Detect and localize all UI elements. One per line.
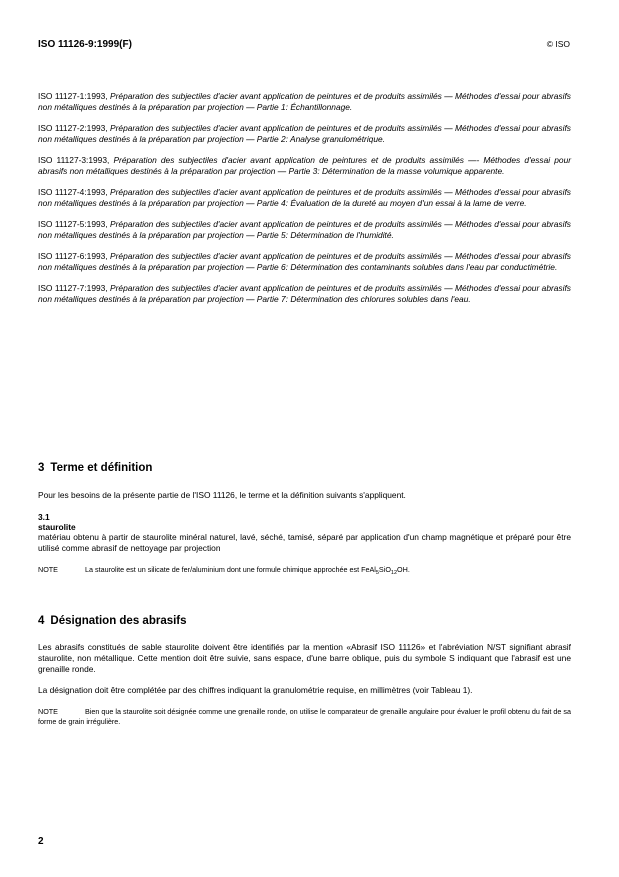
reference-item xyxy=(38,123,571,145)
page-number: 2 xyxy=(38,836,44,847)
note xyxy=(38,565,571,575)
formula-part: OH. xyxy=(397,565,410,574)
reference-title: Préparation des subjectiles d'acier avant application de peintures et de produits assimilés — Méthodes d'essai pour abrasifs non métalliques destinés à la préparation par projection — Partie 2: Analyse granulométrique. xyxy=(38,123,571,144)
section-designation xyxy=(38,615,571,727)
section-title: Terme et définition xyxy=(50,462,153,474)
reference-title: Préparation des subjectiles d'acier avant application de peintures et de produits assimilés — Méthodes d'essai pour abrasifs non métalliques destinés à la préparation par projection — Partie 7: Détermination des chlorures solubles dans l'eau. xyxy=(38,283,571,304)
reference-item xyxy=(38,187,571,209)
reference-code: ISO 11127-2:1993, xyxy=(38,123,108,133)
reference-item xyxy=(38,251,571,273)
term-number: 3.1 xyxy=(38,512,50,522)
section-terms xyxy=(38,462,571,575)
reference-code: ISO 11127-7:1993, xyxy=(38,283,108,293)
section-heading xyxy=(38,615,571,627)
formula-part: SiO xyxy=(378,565,391,574)
reference-code: ISO 11127-5:1993, xyxy=(38,219,108,229)
reference-list xyxy=(38,91,571,315)
section-title: Désignation des abrasifs xyxy=(50,615,187,627)
note-text: Bien que la staurolite soit désignée comme une grenaille ronde, on utilise le comparateur de grenaille angulaire pour évaluer le profil obtenu du fait de sa forme de grain irrégulière. xyxy=(38,707,571,726)
reference-title: Préparation des subjectiles d'acier avant application de peintures et de produits assimilés —- Méthodes d'essai pour abrasifs non métalliques destinés à la préparation par projection — Partie 3: Détermination de la masse volumique apparente. xyxy=(38,155,572,176)
reference-title: Préparation des subjectiles d'acier avant application de peintures et de produits assimilés — Méthodes d'essai pour abrasifs non métalliques destinés à la préparation par projection — Partie 5: Détermination de l'humidité. xyxy=(38,219,571,240)
note xyxy=(38,707,571,727)
reference-title: Préparation des subjectiles d'acier avant application de peintures et de produits assimilés — Méthodes d'essai pour abrasifs non métalliques destinés à la préparation par projection — Partie 1: Échantillonnage. xyxy=(38,91,571,112)
reference-code: ISO 11127-3:1993, xyxy=(38,155,110,165)
reference-code: ISO 11127-4:1993, xyxy=(38,187,108,197)
note-text: La staurolite est un silicate de fer/aluminium dont une formule chimique approchée est FeAl xyxy=(85,565,376,574)
reference-item xyxy=(38,219,571,241)
copyright-notice: © ISO xyxy=(546,39,570,49)
term-definition: matériau obtenu à partir de staurolite minéral naturel, lavé, séché, tamisé, séparé par application d'un champ magnétique et préparé pour être utilisé comme abrasif de nettoyage par projection xyxy=(38,532,571,553)
reference-title: Préparation des subjectiles d'acier avant application de peintures et de produits assimilés — Méthodes d'essai pour abrasifs non métalliques destinés à la préparation par projection — Partie 4: Évaluation de la dureté au moyen d'un essai à la lame de verre. xyxy=(38,187,571,208)
note-label: NOTE xyxy=(38,707,58,716)
section-intro: Pour les besoins de la présente partie de l'ISO 11126, le terme et la définition suivants s'appliquent. xyxy=(38,490,406,500)
note-label: NOTE xyxy=(38,565,58,574)
section-heading xyxy=(38,462,571,474)
paragraph: Les abrasifs constitués de sable staurolite doivent être identifiés par la mention «Abrasif ISO 11126» et l'abréviation N/ST signifiant abrasif staurolite, non métallique. Cette mention doit être suivie, sans espace, d'une barre oblique, puis du symbole S indiquant que l'abrasif est une grenaille ronde. xyxy=(38,642,571,674)
reference-code: ISO 11127-1:1993, xyxy=(38,91,108,101)
document-id: ISO 11126-9:1999(F) xyxy=(38,39,132,50)
reference-item xyxy=(38,283,571,305)
section-number: 4 xyxy=(38,615,45,627)
section-number: 3 xyxy=(38,462,45,474)
formula-subscript: 12 xyxy=(390,570,398,576)
paragraph: La désignation doit être complétée par des chiffres indiquant la granulométrie requise, en millimètres (voir Tableau 1). xyxy=(38,685,473,695)
reference-item xyxy=(38,91,571,113)
reference-item xyxy=(38,155,571,177)
formula-subscript: 5 xyxy=(375,570,379,576)
term-name: staurolite xyxy=(38,522,76,532)
reference-code: ISO 11127-6:1993, xyxy=(38,251,108,261)
reference-title: Préparation des subjectiles d'acier avant application de peintures et de produits assimilés — Méthodes d'essai pour abrasifs non métalliques destinés à la préparation par projection — Partie 6: Détermination des contaminants solubles dans l'eau par conductimétrie. xyxy=(38,251,571,272)
